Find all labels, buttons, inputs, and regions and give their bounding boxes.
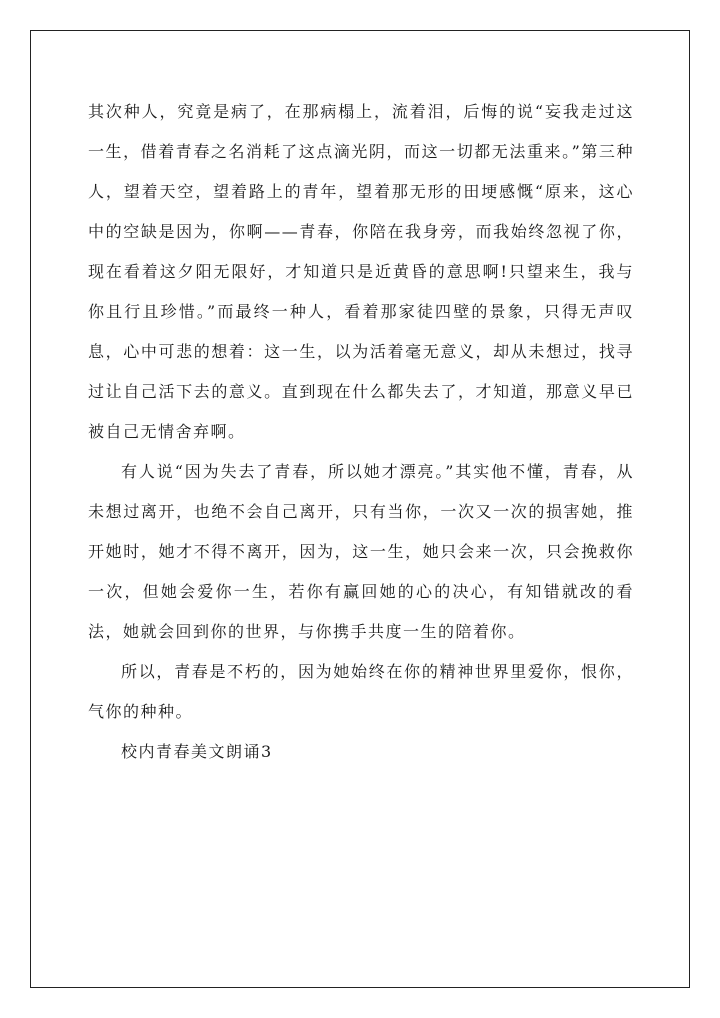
section-heading: 校内青春美文朗诵3 [121, 742, 273, 761]
paragraph-continuation: 其次种人，究竟是病了，在那病榻上，流着泪，后悔的说“妄我走过这一生，借着青春之名消耗了这点滴光阴，而这一切都无法重来。”第三种人，望着天空，望着路上的青年，望着那无形的田埂感慨“原来，这心中的空缺是因为，你啊——青春，你陪在我身旁，而我始终忽视了你，现在看着这夕阳无限好，才知道只是近黄昏的意思啊!只望来生，我与你且行且珍惜。”而最终一种人，看着那家徒四壁的景象，只得无声叹息，心中可悲的想着：这一生，以为活着毫无意义，却从未想过，找寻过让自己活下去的意义。直到现在什么都失去了，才知道，那意义早已被自己无情舍弃啊。 [88, 102, 634, 441]
paragraph-youth-saying: 有人说“因为失去了青春，所以她才漂亮。”其实他不懂，青春，从未想过离开，也绝不会自己离开，只有当你，一次又一次的损害她，推开她时，她才不得不离开，因为，这一生，她只会来一次，只会挽救你一次，但她会爱你一生，若你有赢回她的心的决心，有知错就改的看法，她就会回到你的世界，与你携手共度一生的陪着你。 [88, 462, 634, 641]
paragraph-conclusion: 所以，青春是不朽的，因为她始终在你的精神世界里爱你，恨你，气你的种种。 [88, 662, 634, 721]
document-body [88, 92, 634, 772]
